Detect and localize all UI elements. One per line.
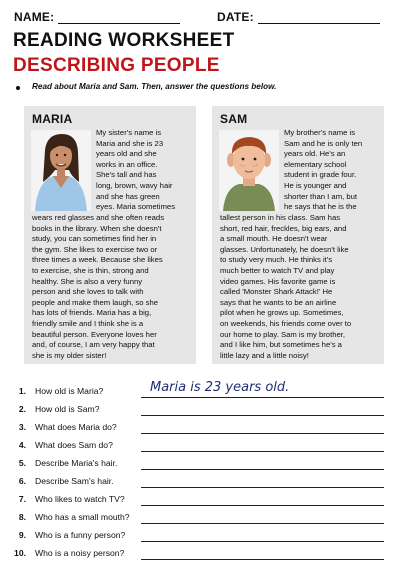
question-number: 2. [18, 404, 26, 414]
bullet-icon [16, 86, 20, 90]
story-line: three times a week. Because she likes [32, 255, 163, 265]
story-line: much better to watch TV and play [220, 265, 335, 275]
story-line: eyes. Maria sometimes [96, 202, 176, 212]
story-line: friendly smile and I think she is a [32, 318, 144, 328]
story-line: called 'Monster Shark Attack!' He [220, 287, 333, 297]
question-number: 8. [18, 512, 26, 522]
question-text: Who is a funny person? [35, 530, 126, 540]
story-line: and I like him, but sometimes he's a [220, 340, 342, 350]
instructions: Read about Maria and Sam. Then, answer the questions below. [32, 82, 277, 91]
question-number: 5. [18, 458, 26, 468]
question-text: Who likes to watch TV? [35, 494, 125, 504]
maria-story-side [96, 128, 175, 213]
story-line: to exercise, she is thin, strong and [32, 265, 149, 275]
question-number: 6. [18, 476, 26, 486]
story-line: has lots of friends. Maria has a big, [32, 308, 152, 318]
story-line: He is younger and [284, 180, 347, 190]
story-line: student in grade four. [284, 170, 357, 180]
question-row [0, 468, 405, 486]
question-number: 7. [18, 494, 26, 504]
answer-line[interactable] [141, 559, 384, 560]
question-number: 10. [14, 548, 26, 558]
story-line: My brother's name is [284, 128, 356, 137]
date-label: DATE: [217, 10, 254, 24]
story-line: says that he wants to be an airline [220, 297, 337, 307]
question-text: Who is a noisy person? [35, 548, 125, 558]
question-text: How old is Sam? [35, 404, 100, 414]
story-line: short, red hair, freckles, big ears, and [220, 223, 347, 233]
question-number: 1. [18, 386, 26, 396]
story-line: wears red glasses and she often reads [32, 213, 165, 222]
question-text: Describe Maria's hair. [35, 458, 118, 468]
answer-text: Maria is 23 years old. [150, 380, 290, 395]
story-line: video games. His favorite game is [220, 276, 336, 286]
name-field[interactable] [58, 23, 180, 24]
maria-title: MARIA [32, 112, 73, 126]
story-line: pilot when he grows up. Sometimes, [220, 308, 344, 318]
worksheet-title: READING WORKSHEET [13, 30, 235, 51]
sam-title: SAM [220, 112, 248, 126]
story-line: She's tall and has [96, 170, 157, 180]
worksheet-subtitle: DESCRIBING PEOPLE [13, 55, 220, 76]
question-row [0, 504, 405, 522]
story-line: and she has green [96, 191, 160, 201]
story-line: years old. He's an [284, 149, 346, 159]
story-line: glasses. Unfortunately, he doesn't like [220, 244, 349, 254]
question-text: What does Sam do? [35, 440, 113, 450]
name-label: NAME: [14, 10, 55, 24]
maria-photo [31, 130, 91, 211]
question-list [0, 378, 405, 578]
sam-story-side [284, 128, 362, 213]
sam-story-full [220, 213, 351, 361]
question-row [0, 450, 405, 468]
question-row [0, 522, 405, 540]
question-row [0, 540, 405, 558]
story-line: people and make them laugh, so she [32, 297, 159, 307]
question-text: What does Maria do? [35, 422, 117, 432]
story-line: works in an office. [96, 159, 158, 169]
maria-panel [24, 106, 196, 364]
story-line: books in the library. When she doesn't [32, 223, 162, 233]
question-text: Who has a small mouth? [35, 512, 130, 522]
question-number: 4. [18, 440, 26, 450]
question-row [0, 396, 405, 414]
date-field[interactable] [258, 23, 380, 24]
question-row [0, 378, 405, 396]
question-row [0, 414, 405, 432]
story-line: and, of course, I am very happy that [32, 340, 155, 350]
story-line: study, you can sometimes find her in [32, 234, 157, 244]
story-line: elementary school [284, 159, 347, 169]
question-text: Describe Sam's hair. [35, 476, 114, 486]
story-line: beautiful person. Everyone loves her [32, 329, 157, 339]
story-line: little lazy and a little noisy! [220, 350, 309, 360]
question-number: 9. [18, 530, 26, 540]
story-line: on weekends, his friends come over to [220, 318, 352, 328]
question-row [0, 432, 405, 450]
story-line: our home to play. Sam is my brother, [220, 329, 346, 339]
question-number: 3. [18, 422, 26, 432]
story-line: person and she loves to talk with [32, 287, 144, 297]
question-row [0, 486, 405, 504]
question-text: How old is Maria? [35, 386, 104, 396]
story-line: healthy. She is also a very funny [32, 276, 143, 286]
sam-panel [212, 106, 384, 364]
story-line: he says that he is the [284, 202, 357, 212]
maria-story-full [32, 213, 164, 361]
story-line: long, brown, wavy hair [96, 180, 173, 190]
story-line: she is my older sister! [32, 350, 107, 360]
story-line: My sister's name is [96, 128, 162, 137]
story-line: Maria and she is 23 [96, 138, 164, 148]
story-line: the gym. She likes to exercise two or [32, 244, 158, 254]
story-line: Sam and he is only ten [284, 138, 363, 148]
story-line: a small mouth. He doesn't wear [220, 234, 328, 244]
story-line: shorter than I am, but [284, 191, 358, 201]
story-line: to study very much. He thinks it's [220, 255, 333, 265]
story-line: years old and she [96, 149, 157, 159]
story-line: tallest person in his class. Sam has [220, 213, 341, 222]
sam-photo [219, 130, 279, 211]
